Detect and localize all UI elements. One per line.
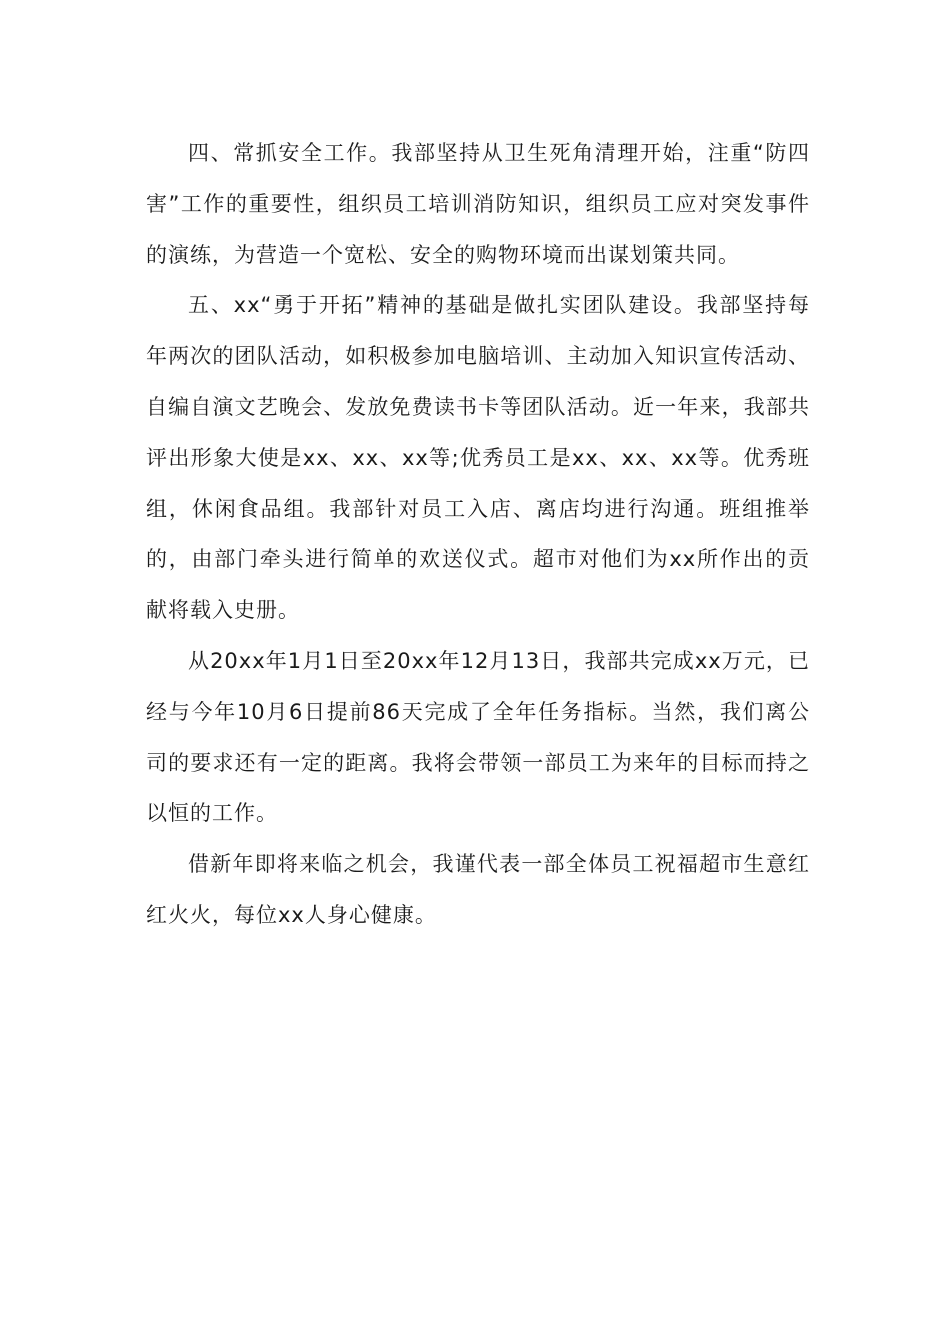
document-body xyxy=(146,128,810,941)
paragraph-safety-work: 四、常抓安全工作。我部坚持从卫生死角清理开始，注重“防四害”工作的重要性，组织员工培训消防知识，组织员工应对突发事件的演练，为营造一个宽松、安全的购物环境而出谋划策共同。 xyxy=(146,141,810,267)
paragraph-annual-results: 从20xx年1月1日至20xx年12月13日，我部共完成xx万元，已经与今年10月6日提前86天完成了全年任务指标。当然，我们离公司的要求还有一定的距离。我将会带领一部员工为来年的目标而持之以恒的工作。 xyxy=(146,648,810,826)
paragraph-team-building: 五、xx“勇于开拓”精神的基础是做扎实团队建设。我部坚持每年两次的团队活动，如积极参加电脑培训、主动加入知识宣传活动、自编自演文艺晚会、发放免费读书卡等团队活动。近一年来，我部共评出形象大使是xx、xx、xx等;优秀员工是xx、xx、xx等。优秀班组，休闲食品组。我部针对员工入店、离店均进行沟通。班组推举的，由部门牵头进行简单的欢送仪式。超市对他们为xx所作出的贡献将载入史册。 xyxy=(146,293,810,623)
paragraph-new-year-wishes: 借新年即将来临之机会，我谨代表一部全体员工祝福超市生意红红火火，每位xx人身心健康。 xyxy=(146,852,810,927)
